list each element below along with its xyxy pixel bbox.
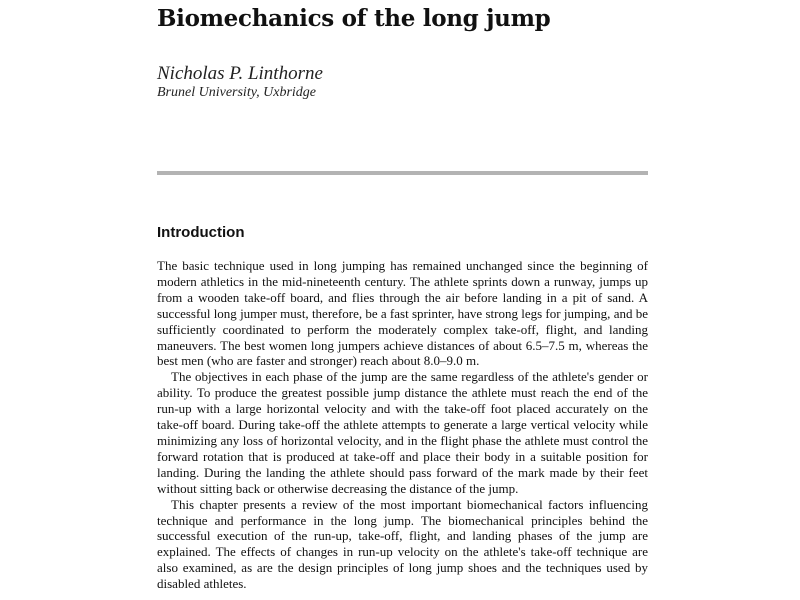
paragraph-1: The basic technique used in long jumping has remained unchanged since the beginning of modern athletics in the mid-nineteenth century. The athlete sprints down a runway, jumps up from a wooden take-off board, and flies through the air before landing in a pit of sand. A successful long jumper must, therefore, be a fast sprinter, have strong legs for jumping, and be sufficiently coordinated to perform the moderately complex take-off, flight, and landing maneuvers. The best women long jumpers achieve distances of about 6.5–7.5 m, whereas the best men (who are faster and stronger) reach about 8.0–9.0 m. — [157, 258, 648, 369]
header-divider — [157, 171, 648, 175]
author-name: Nicholas P. Linthorne — [157, 63, 323, 84]
author-affiliation: Brunel University, Uxbridge — [157, 85, 317, 100]
paragraph-2: The objectives in each phase of the jump are the same regardless of the athlete's gender or ability. To produce the greatest possible jump distance the athlete must reach the end of the run-up with a large horizontal velocity and with the take-off foot placed accurately on the take-off board. During take-off the athlete attempts to generate a large vertical velocity while minimizing any loss of horizontal velocity, and in the flight phase the athlete must control the forward rotation that is produced at take-off and place their body in a suitable position for landing. During the landing the athlete should pass forward of the mark made by their feet without sitting back or otherwise decreasing the distance of the jump. — [157, 369, 648, 496]
chapter-title: Biomechanics of the long jump — [157, 5, 551, 32]
paragraph-3: This chapter presents a review of the most important biomechanical factors influencing technique and performance in the long jump. The biomechanical principles behind the successful execution of the run-up, take-off, flight, and landing phases of the jump are explained. The effects of changes in run-up velocity on the athlete's take-off technique are also examined, as are the design principles of long jump shoes and the techniques used by disabled athletes. — [157, 496, 648, 592]
section-heading: Introduction — [157, 224, 245, 241]
body-text — [157, 258, 648, 592]
